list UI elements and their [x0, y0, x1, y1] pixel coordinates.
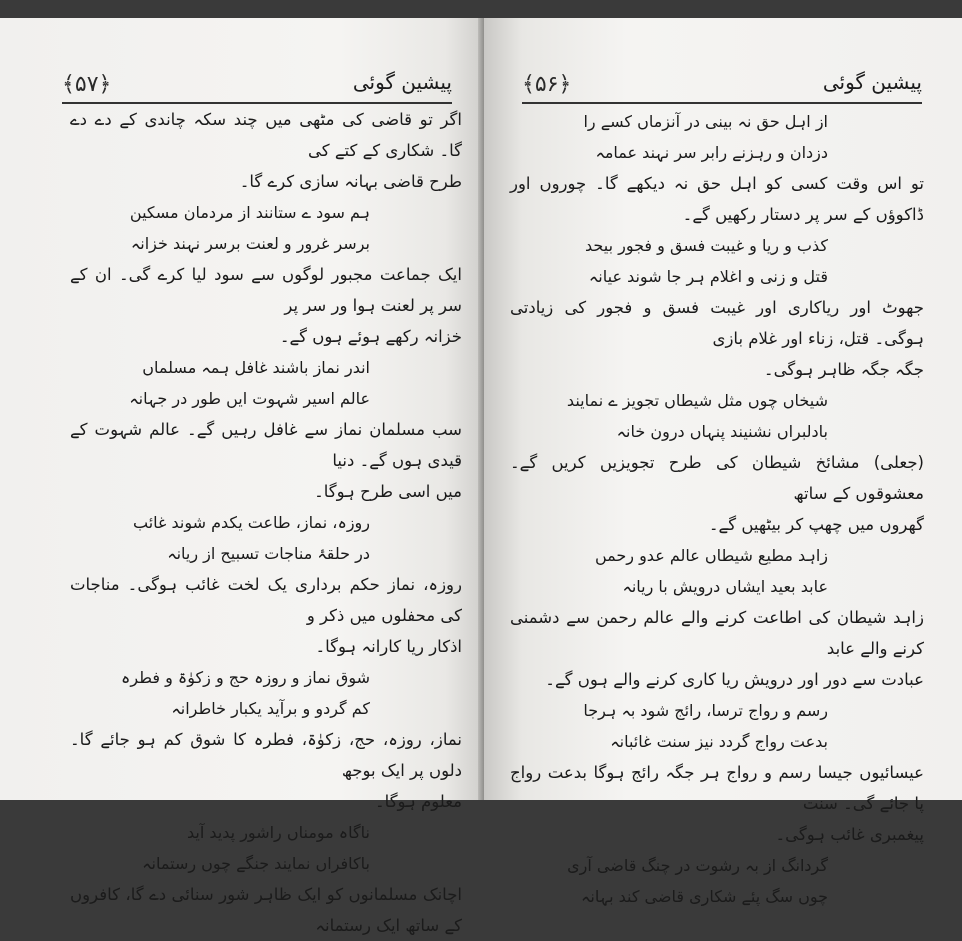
verse-line: از اہل حق نہ بینی در آنزماں کسے را — [583, 112, 828, 131]
verse-line: ہم سود ے ستانند از مردمان مسکین — [129, 203, 370, 222]
verse-line: کم گردو و برآید یکبار خاطرانہ — [171, 699, 370, 718]
prose-line: نماز، روزہ، حج، زکوٰۃ، فطرہ کا شوق کم ہو جائے گا۔ دلوں پر ایک بوجھ — [70, 730, 462, 780]
right-running-title: پیشین گوئی — [822, 70, 922, 94]
verse-line: کذب و ریا و غیبت فسق و فجور بیحد — [585, 236, 828, 255]
verse-line: بدعت رواج گردد نیز سنت غائبانہ — [610, 732, 828, 751]
right-header-rule — [522, 102, 922, 104]
prose-line: اگر تو قاضی کی مٹھی میں چند سکہ چاندی کے دے دے گا۔ شکاری کے کتے کی — [70, 110, 462, 160]
verse-line: اندر نماز باشند غافل ہمہ مسلماں — [142, 358, 370, 377]
right-page-header — [522, 66, 922, 106]
prose-line: (جعلی) مشائخ شیطان کی طرح تجویزیں کریں گے۔ معشوقوں کے ساتھ — [510, 453, 924, 503]
prose-line: عیسائیوں جیسا رسم و رواج ہر جگہ رائج ہوگا بدعت رواج پا جائے گی۔ سنت — [510, 763, 924, 813]
prose-line: روزہ، نماز حکم برداری یک لخت غائب ہوگی۔ مناجات کی محفلوں میں ذکر و — [70, 575, 462, 625]
left-page-body — [70, 104, 462, 941]
prose-line: طرح قاضی بہانہ سازی کرے گا۔ — [239, 172, 462, 191]
left-page — [0, 18, 484, 935]
verse-line: ناگاہ مومناں راشور پدید آید — [187, 823, 370, 842]
prose-line: تو اس وقت کسی کو اہل حق نہ دیکھے گا۔ چوروں اور ڈاکوؤں کے سر پر دستار رکھیں گے۔ — [510, 174, 924, 224]
right-page — [484, 18, 962, 906]
verse-line: زاہد مطیع شیطاں عالم عدو رحمں — [594, 546, 828, 565]
right-page-number: ﴾۵۶﴿ — [522, 72, 572, 97]
prose-line: اچانک مسلمانوں کو ایک ظاہر شور سنائی دے گا، کافروں کے ساتھ ایک رستمانہ — [70, 885, 462, 935]
prose-line: جھوٹ اور ریاکاری اور غیبت فسق و فجور کی زیادتی ہوگی۔ قتل، زناء اور غلام بازی — [510, 298, 924, 348]
verse-line: روزہ، نماز، طاعت یکدم شوند غائب — [132, 513, 370, 532]
prose-line: سب مسلمان نماز سے غافل رہیں گے۔ عالم شہوت کے قیدی ہوں گے۔ دنیا — [70, 420, 462, 470]
prose-line: عبادت سے دور اور درویش ریا کاری کرنے والے ہوں گے۔ — [545, 670, 924, 689]
verse-line: باکافراں نمایند جنگے چوں رستمانہ — [142, 854, 370, 873]
verse-line: دزدان و رہزنے رابر سر نہند عمامہ — [595, 143, 828, 162]
left-running-title: پیشین گوئی — [352, 70, 452, 94]
verse-line: عالم اسیر شہوت ایں طور در جہانہ — [129, 389, 370, 408]
left-page-header — [62, 66, 452, 106]
prose-line: گھروں میں چھپ کر بیٹھیں گے۔ — [708, 515, 924, 534]
verse-line: عابد بعید ایشاں درویش با ریانہ — [622, 577, 828, 596]
verse-line: قتل و زنی و اغلام ہر جا شوند عیانہ — [588, 267, 828, 286]
verse-line: شیخاں چوں مثل شیطاں تجویز ے نمایند — [566, 391, 828, 410]
prose-line: پیغمبری غائب ہوگی۔ — [775, 825, 924, 844]
prose-line: میں اسی طرح ہوگا۔ — [314, 482, 462, 501]
verse-line: در حلقۂ مناجات تسبیح از ریانہ — [167, 544, 370, 563]
prose-line: زاہد شیطان کی اطاعت کرنے والے عالم رحمن سے دشمنی کرنے والے عابد — [510, 608, 924, 658]
verse-line: رسم و رواج ترسا، رائج شود بہ ہرجا — [583, 701, 828, 720]
verse-line: شوق نماز و روزہ حج و زکوٰۃ و فطرہ — [121, 668, 370, 687]
verse-line: بادلبراں نشنیند پنہاں درون خانہ — [616, 422, 828, 441]
prose-line: ایک جماعت مجبور لوگوں سے سود لیا کرے گی۔ ان کے سر پر لعنت ہوا ور سر پر — [70, 265, 462, 315]
verse-line: برسر غرور و لعنت برسر نہند خزانہ — [130, 234, 370, 253]
verse-line: چوں سگ پئے شکاری قاضی کند بہانہ — [581, 887, 828, 906]
prose-line: اذکار ریا کارانہ ہوگا۔ — [315, 637, 462, 656]
prose-line: خزانہ رکھے ہوئے ہوں گے۔ — [279, 327, 462, 346]
prose-line: معلوم ہوگا۔ — [375, 792, 462, 811]
verse-line: گردانگ از بہ رشوت در چنگ قاضی آری — [567, 856, 828, 875]
left-page-number: ﴾۵۷﴿ — [62, 72, 112, 97]
right-page-body — [510, 106, 924, 912]
prose-line: جگہ جگہ ظاہر ہوگی۔ — [763, 360, 924, 379]
